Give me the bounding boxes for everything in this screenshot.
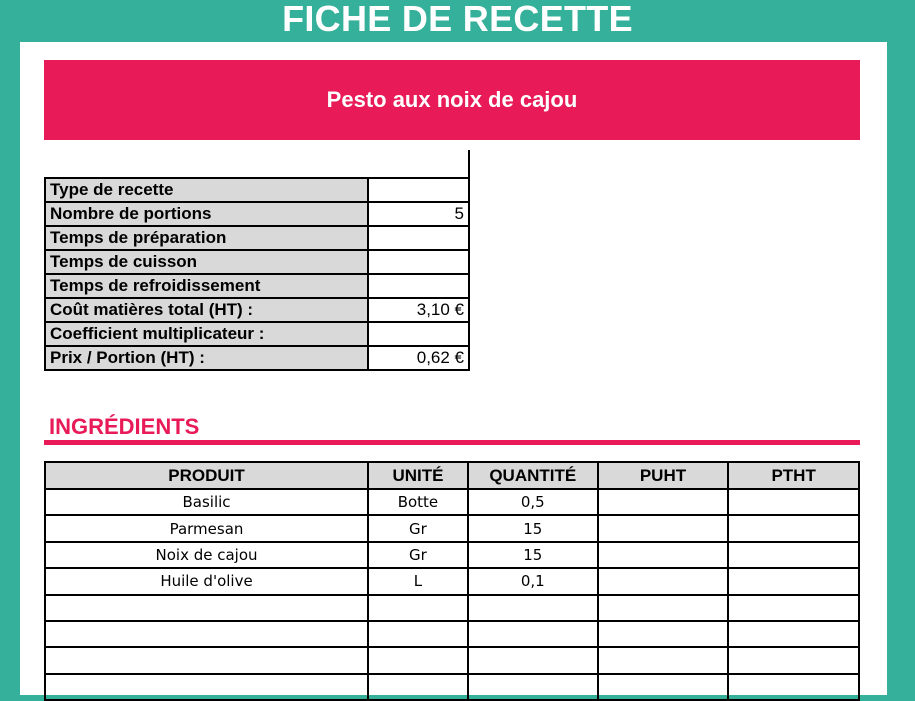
cell-ptht[interactable] [728,489,859,515]
recipe-sheet [20,42,887,695]
table-row [45,595,859,621]
cell-quantite[interactable] [468,674,598,700]
cell-puht[interactable] [598,674,729,700]
cell-ptht[interactable] [728,595,859,621]
info-label: Type de recette [45,178,368,202]
info-value-cell[interactable] [368,322,469,346]
cell-produit[interactable] [45,595,368,621]
cell-unite[interactable] [368,595,468,621]
info-value-cell[interactable]: 5 [368,202,469,226]
table-row [45,489,859,515]
recipe-name-banner[interactable]: Pesto aux noix de cajou [44,60,860,140]
cell-puht[interactable] [598,595,729,621]
table-row [45,568,859,594]
info-label: Coefficient multiplicateur : [45,322,368,346]
info-value-cell[interactable]: 0,62 € [368,346,469,370]
column-header-unite: UNITÉ [368,462,468,489]
info-row [45,322,469,346]
ingredients-divider [44,440,860,445]
cell-produit[interactable] [45,621,368,647]
cell-ptht[interactable] [728,542,859,568]
cell-quantite[interactable]: 0,1 [468,568,598,594]
info-row [45,250,469,274]
info-value-cell[interactable] [368,250,469,274]
cell-puht[interactable] [598,647,729,673]
page-title: FICHE DE RECETTE [282,0,633,39]
info-row [45,346,469,370]
column-header-produit: PRODUIT [45,462,368,489]
recipe-info-table [44,177,470,371]
cell-ptht[interactable] [728,621,859,647]
ingredients-table [44,461,860,701]
info-value-cell[interactable] [368,178,469,202]
cell-produit[interactable]: Parmesan [45,515,368,541]
table-row [45,515,859,541]
cell-puht[interactable] [598,542,729,568]
cell-puht[interactable] [598,489,729,515]
cell-quantite[interactable]: 15 [468,515,598,541]
cell-produit[interactable]: Noix de cajou [45,542,368,568]
table-row [45,647,859,673]
cell-unite[interactable]: Botte [368,489,468,515]
cell-unite[interactable] [368,647,468,673]
info-value-cell[interactable] [368,274,469,298]
table-row [45,621,859,647]
cell-unite[interactable]: Gr [368,542,468,568]
cell-unite[interactable]: Gr [368,515,468,541]
cell-quantite[interactable]: 0,5 [468,489,598,515]
cell-quantite[interactable] [468,647,598,673]
info-label: Prix / Portion (HT) : [45,346,368,370]
info-label: Coût matières total (HT) : [45,298,368,322]
cell-puht[interactable] [598,515,729,541]
cell-produit[interactable]: Huile d'olive [45,568,368,594]
info-row [45,202,469,226]
column-header-ptht: PTHT [728,462,859,489]
cell-ptht[interactable] [728,647,859,673]
info-label: Nombre de portions [45,202,368,226]
cell-produit[interactable] [45,674,368,700]
column-header-quantite: QUANTITÉ [468,462,598,489]
info-row [45,298,469,322]
cell-unite[interactable] [368,621,468,647]
ingredients-heading: INGRÉDIENTS [49,414,200,439]
cell-produit[interactable] [45,647,368,673]
cell-ptht[interactable] [728,515,859,541]
cell-quantite[interactable] [468,621,598,647]
info-label: Temps de préparation [45,226,368,250]
cell-unite[interactable] [368,674,468,700]
table-divider [468,150,470,178]
info-value-cell[interactable] [368,226,469,250]
column-header-puht: PUHT [598,462,729,489]
info-value-cell[interactable]: 3,10 € [368,298,469,322]
info-row [45,226,469,250]
cell-ptht[interactable] [728,568,859,594]
cell-unite[interactable]: L [368,568,468,594]
table-row [45,674,859,700]
cell-puht[interactable] [598,568,729,594]
info-label: Temps de refroidissement [45,274,368,298]
info-row [45,178,469,202]
info-row [45,274,469,298]
cell-quantite[interactable]: 15 [468,542,598,568]
table-row [45,542,859,568]
info-label: Temps de cuisson [45,250,368,274]
ingredients-header-row [45,462,859,489]
cell-ptht[interactable] [728,674,859,700]
cell-produit[interactable]: Basilic [45,489,368,515]
cell-puht[interactable] [598,621,729,647]
cell-quantite[interactable] [468,595,598,621]
